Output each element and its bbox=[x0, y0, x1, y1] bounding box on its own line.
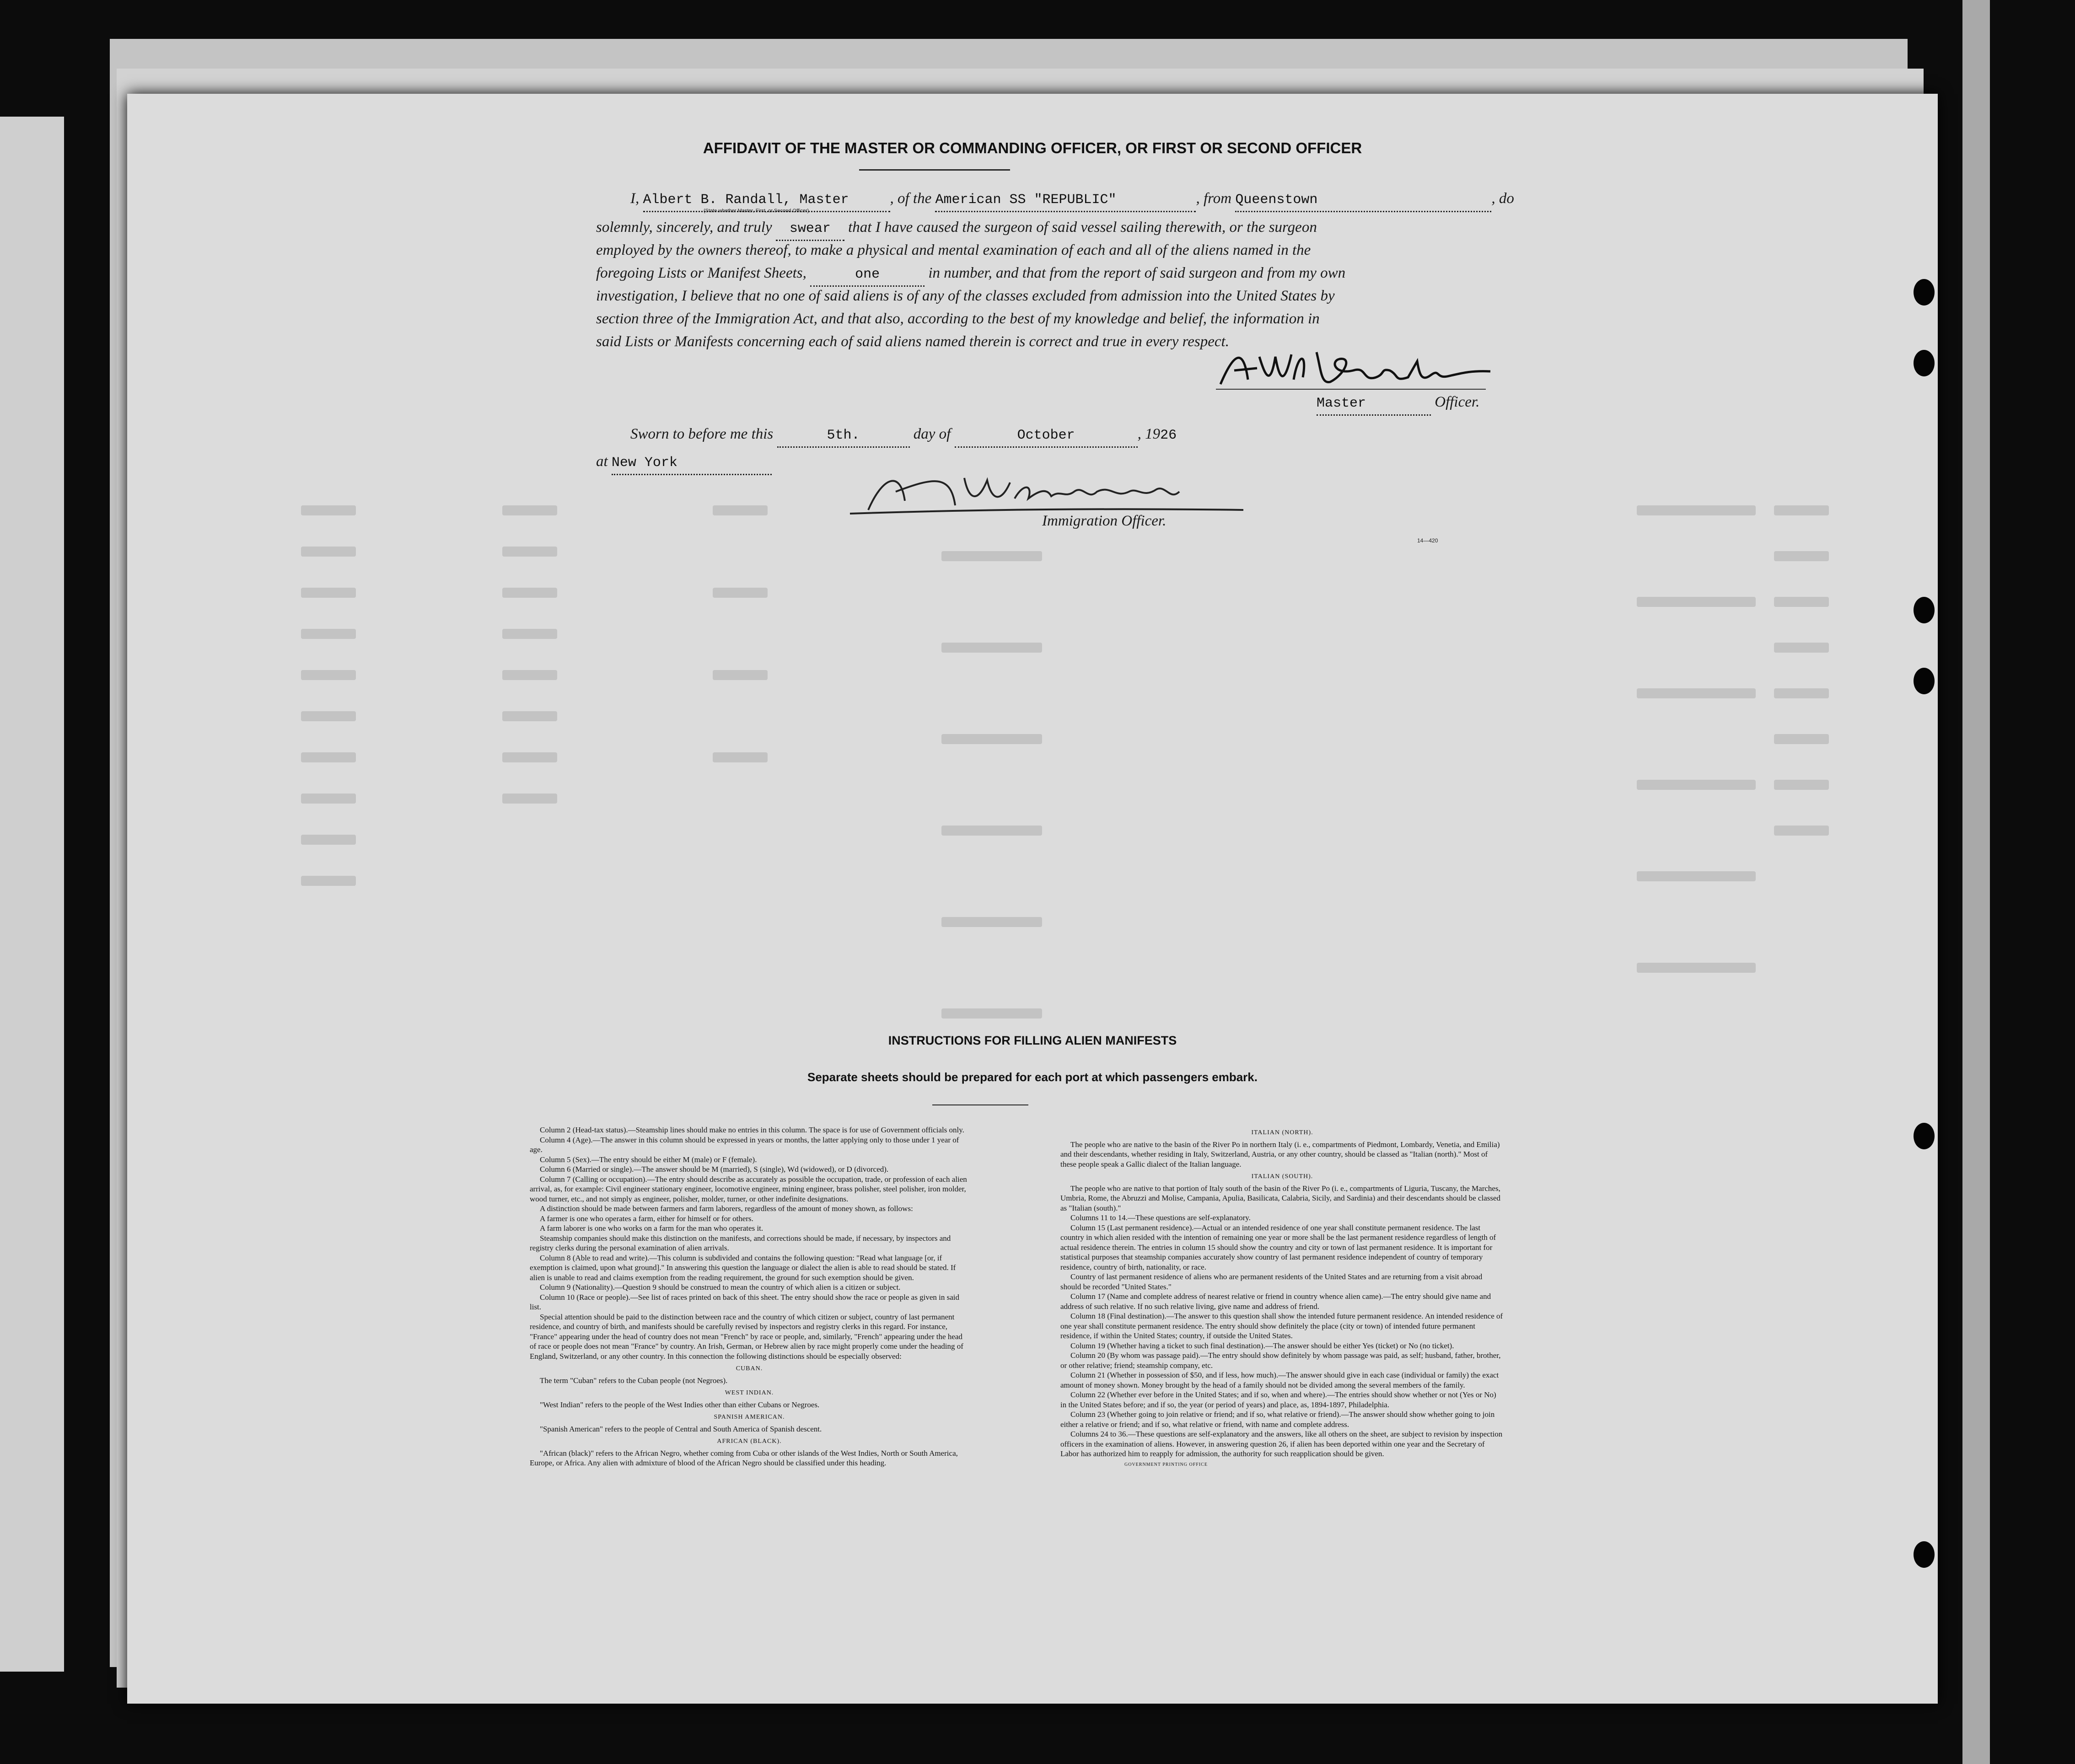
instructions-title: INSTRUCTIONS FOR FILLING ALIEN MANIFESTS bbox=[888, 1034, 1177, 1047]
line1-end: , do bbox=[1491, 190, 1514, 207]
line1-of: , of the bbox=[890, 190, 932, 207]
officer-rank-line bbox=[1317, 391, 1479, 416]
line2-b: that I have caused the surgeon of said vessel sailing therewith, or the surgeon bbox=[848, 219, 1317, 236]
right-para: Column 23 (Whether going to join relative or friend; and if so, what relative or friend).—The answer should show whether going to join either a relative or friend; and if so, what relative or friend, with name and complete address. bbox=[1060, 1410, 1495, 1429]
place-field: New York bbox=[612, 452, 772, 475]
under-sheet-right bbox=[1962, 0, 1990, 1764]
left-para: Column 10 (Race or people).—See list of races printed on back of this sheet. The entry should show the race or people as given in said list. bbox=[530, 1292, 959, 1311]
state-rank-note: (State whether Master, First, or Second Officer) bbox=[704, 208, 809, 214]
line2-a: solemnly, sincerely, and truly bbox=[596, 219, 772, 236]
instructions-subtitle: Separate sheets should be prepared for each port at which passengers embark. bbox=[807, 1070, 1258, 1084]
instructions-right-column bbox=[1060, 1125, 1504, 1469]
affidavit-line-6: section three of the Immigration Act, and that also, according to the best of my knowledge and belief, the information in bbox=[596, 311, 1320, 327]
line4-a: foregoing Lists or Manifest Sheets, bbox=[596, 265, 806, 281]
manifest-page bbox=[127, 94, 1938, 1704]
binder-hole bbox=[1914, 350, 1935, 376]
signature-line bbox=[1216, 389, 1486, 390]
printing-office-note: GOVERNMENT PRINTING OFFICE bbox=[1124, 1462, 1208, 1467]
cuban-text: The term "Cuban" refers to the Cuban people (not Negroes). bbox=[540, 1376, 728, 1385]
affidavit-line-2 bbox=[596, 216, 1317, 241]
line1-from: , from bbox=[1196, 190, 1232, 207]
affidavit-line-7: said Lists or Manifests concerning each of said aliens named therein is correct and true in every respect. bbox=[596, 333, 1229, 350]
left-para: A farmer is one who operates a farm, either for himself or for others. bbox=[540, 1214, 753, 1223]
left-para: A farm laborer is one who works on a farm for the man who operates it. bbox=[540, 1224, 763, 1233]
instructions-left-column bbox=[530, 1125, 969, 1468]
day-of-label: day of bbox=[913, 426, 951, 442]
vessel-field: American SS "REPUBLIC" bbox=[935, 189, 1196, 212]
oath-field: swear bbox=[776, 218, 844, 241]
right-para: Column 22 (Whether ever before in the United States; and if so, when and where).—The entries should show whether or not (Yes or No) in the United States before; and if so, the year (or period of years) and place, as, 1894-1897, Philadelphia. bbox=[1060, 1390, 1496, 1409]
african-text: "African (black)" refers to the African Negro, whether coming from Cuba or other islands of the West Indies, North or South America, Europe, or Africa. Any alien with admixture of blood of the African Negro should be classified under this heading. bbox=[530, 1448, 958, 1467]
sworn-year-field: 26 bbox=[1160, 428, 1177, 443]
sworn-prefix: Sworn to before me this bbox=[630, 426, 774, 442]
affidavit-line-3: employed by the owners thereof, to make a physical and mental examination of each and all of the aliens named in the bbox=[596, 242, 1311, 258]
left-para: Column 2 (Head-tax status).—Steamship lines should make no entries in this column. The space is for use of Government officials only. bbox=[540, 1126, 964, 1134]
left-para: A distinction should be made between farmers and farm laborers, regardless of the amount of money shown, as follows: bbox=[540, 1204, 913, 1213]
african-heading: AFRICAN (BLACK). bbox=[717, 1438, 782, 1445]
right-para: Column 21 (Whether in possession of $50, and if less, how much).—The answer should give in each case (individual or family) the exact amount of money shown. Money brought by the head of a family should not be divided among the several members of the family. bbox=[1060, 1371, 1499, 1389]
west-indian-text: "West Indian" refers to the people of the West Indies other than either Cubans or Negroes. bbox=[540, 1400, 820, 1409]
at-label: at bbox=[596, 453, 608, 470]
right-para: Column 18 (Final destination).—The answer to this question shall show the intended future permanent residence. An intended residence of one year shall constitute permanent residence. The entry should show definitely the place (city or town) of intended future permanent residence, if within the United States; country, if outside the United States. bbox=[1060, 1312, 1503, 1340]
affidavit-title-rule bbox=[859, 169, 1010, 171]
spanish-american-text: "Spanish American" refers to the people of Central and South America of Spanish descent. bbox=[540, 1424, 822, 1433]
under-sheet-left bbox=[0, 117, 64, 1672]
form-number: 14—420 bbox=[1417, 537, 1438, 544]
binder-hole bbox=[1914, 279, 1935, 306]
affidavit-line-5: investigation, I believe that no one of said aliens is of any of the classes excluded from admission into the United States by bbox=[596, 288, 1335, 304]
left-para: Steamship companies should make this distinction on the manifests, and corrections should be made, if necessary, by inspectors and registry clerks during the personal examination of alien arrivals. bbox=[530, 1233, 951, 1252]
left-para: Column 6 (Married or single).—The answer should be M (married), S (single), Wd (widowed), or D (divorced). bbox=[540, 1165, 889, 1174]
year-prefix: , 19 bbox=[1137, 426, 1161, 442]
italian-north-text: The people who are native to the basin of the River Po in northern Italy (i. e., compartments of Piedmont, Lombardy, Venetia, and Emilia) and their descendants, whether residing in Italy, Switzerland, Austria, or any other country, should be classed as "Italian (north)." Most of these people speak a Gallic dialect of the Italian language. bbox=[1060, 1140, 1500, 1169]
line1-prefix: I, bbox=[630, 190, 640, 207]
line4-b: in number, and that from the report of said surgeon and from my own bbox=[928, 265, 1346, 281]
master-signature bbox=[1216, 343, 1500, 393]
sheets-count-field: one bbox=[810, 263, 925, 287]
master-name-field: Albert B. Randall, Master bbox=[643, 189, 890, 212]
left-para: Column 8 (Able to read and write).—This column is subdivided and contains the following question: "Read what language [or, if exemption is claimed, upon what ground]." In answering this question the language or dialect the alien is able to read should be stated. If alien is unable to read and claims exemption from the reading requirement, the ground for such exemption should be given. bbox=[530, 1253, 956, 1282]
left-para: Column 4 (Age).—The answer in this column should be expressed in years or months, the latter applying only to those under 1 year of age. bbox=[530, 1135, 959, 1154]
right-para: Country of last permanent residence of aliens who are permanent residents of the United States and are returning from a visit abroad should be recorded "United States." bbox=[1060, 1272, 1483, 1291]
sworn-line bbox=[630, 423, 1177, 448]
immigration-officer-label: Immigration Officer. bbox=[1042, 513, 1167, 529]
right-para: Column 17 (Name and complete address of nearest relative or friend in country whence alien came).—The entry should give name and address of such relative. If no such relative living, give name and address of friend. bbox=[1060, 1292, 1491, 1311]
italian-south-heading: ITALIAN (SOUTH). bbox=[1251, 1173, 1313, 1180]
cuban-heading: CUBAN. bbox=[736, 1365, 763, 1372]
right-para: The people who are native to that portion of Italy south of the basin of the River Po (i. e., compartments of Liguria, Tuscany, the Marches, Umbria, Rome, the Abruzzi and Molise, Campania, Apulia, Basilicata, Calabria, Sicily, and Sardinia) and their descendants should be classed as "Italian (south)." bbox=[1060, 1184, 1500, 1212]
sworn-month-field: October bbox=[955, 424, 1138, 448]
left-para: Column 7 (Calling or occupation).—The entry should describe as accurately as possible the occupation, trade, or profession of each alien arrival, as, for example: Civil engineer stationary engineer, locomotive engineer, mining engineer, brass polisher, steel polisher, iron molder, wood turner, etc., and not simply as engineer, polisher, molder, turner, or other indefinite designations. bbox=[530, 1174, 967, 1203]
place-line bbox=[596, 450, 772, 475]
right-para: Column 20 (By whom was passage paid).—The entry should show definitely by whom passage was paid, as self; husband, father, brother, or other relative; friend; steamship company, etc. bbox=[1060, 1351, 1501, 1370]
right-para: Columns 24 to 36.—These questions are self-explanatory and the answers, like all others on the sheet, are subject to revision by inspection officers in the examination of aliens. However, in answering question 26, if alien has been deported within one year and the Secretary of Labor has authorized him to reapply for admission, the authority for such reapplication should be given. bbox=[1060, 1430, 1503, 1458]
left-para: Special attention should be paid to the distinction between race and the country of which citizen or subject, country of last permanent residence, and country of birth, and manifests should be carefully revised by inspectors and registry clerks in this regard. For instance, "France" appearing under the head of country does not mean "French" by race or people, and, similarly, "French" appearing under the head of race or people does not mean "France" by country. An Irish, German, or Hebrew alien by race might properly come under the heading of England, Switzerland, or any other country. In this connection the following distinctions should be especially observed: bbox=[530, 1312, 963, 1361]
port-field: Queenstown bbox=[1235, 189, 1491, 212]
left-para: Column 5 (Sex).—The entry should be either M (male) or F (female). bbox=[540, 1155, 757, 1164]
binder-hole bbox=[1914, 597, 1935, 623]
affidavit-line-4 bbox=[596, 262, 1345, 287]
right-para: Column 19 (Whether having a ticket to such final destination).—The answer should be either Yes (ticket) or No (no ticket). bbox=[1070, 1341, 1454, 1350]
binder-hole bbox=[1914, 1541, 1935, 1568]
officer-label: Officer. bbox=[1435, 394, 1480, 410]
right-para: Columns 11 to 14.—These questions are self-explanatory. bbox=[1070, 1213, 1251, 1222]
spanish-american-heading: SPANISH AMERICAN. bbox=[714, 1414, 785, 1421]
west-indian-heading: WEST INDIAN. bbox=[725, 1389, 774, 1396]
italian-north-heading: ITALIAN (NORTH). bbox=[1251, 1129, 1313, 1136]
binder-hole bbox=[1914, 1123, 1935, 1149]
left-para: Column 9 (Nationality).—Question 9 should be construed to mean the country of which alien is a citizen or subject. bbox=[540, 1283, 901, 1292]
sworn-day-field: 5th. bbox=[777, 424, 910, 448]
binder-hole bbox=[1914, 668, 1935, 694]
affidavit-title: AFFIDAVIT OF THE MASTER OR COMMANDING OFFICER, OR FIRST OR SECOND OFFICER bbox=[703, 139, 1362, 156]
right-para: Column 15 (Last permanent residence).—Actual or an intended residence of one year shall constitute permanent residence. The last country in which alien resided with the intention of remaining one year or more shall be the last permanent residence regardless of length of actual residence therein. The entries in column 15 should show the country and city or town of last permanent residence. It is important for statistical purposes that steamship companies accurately show country of last permanent residence independent of country of temporary residence, country of birth, nationality, or race. bbox=[1060, 1223, 1496, 1271]
officer-rank-field: Master bbox=[1317, 392, 1431, 416]
